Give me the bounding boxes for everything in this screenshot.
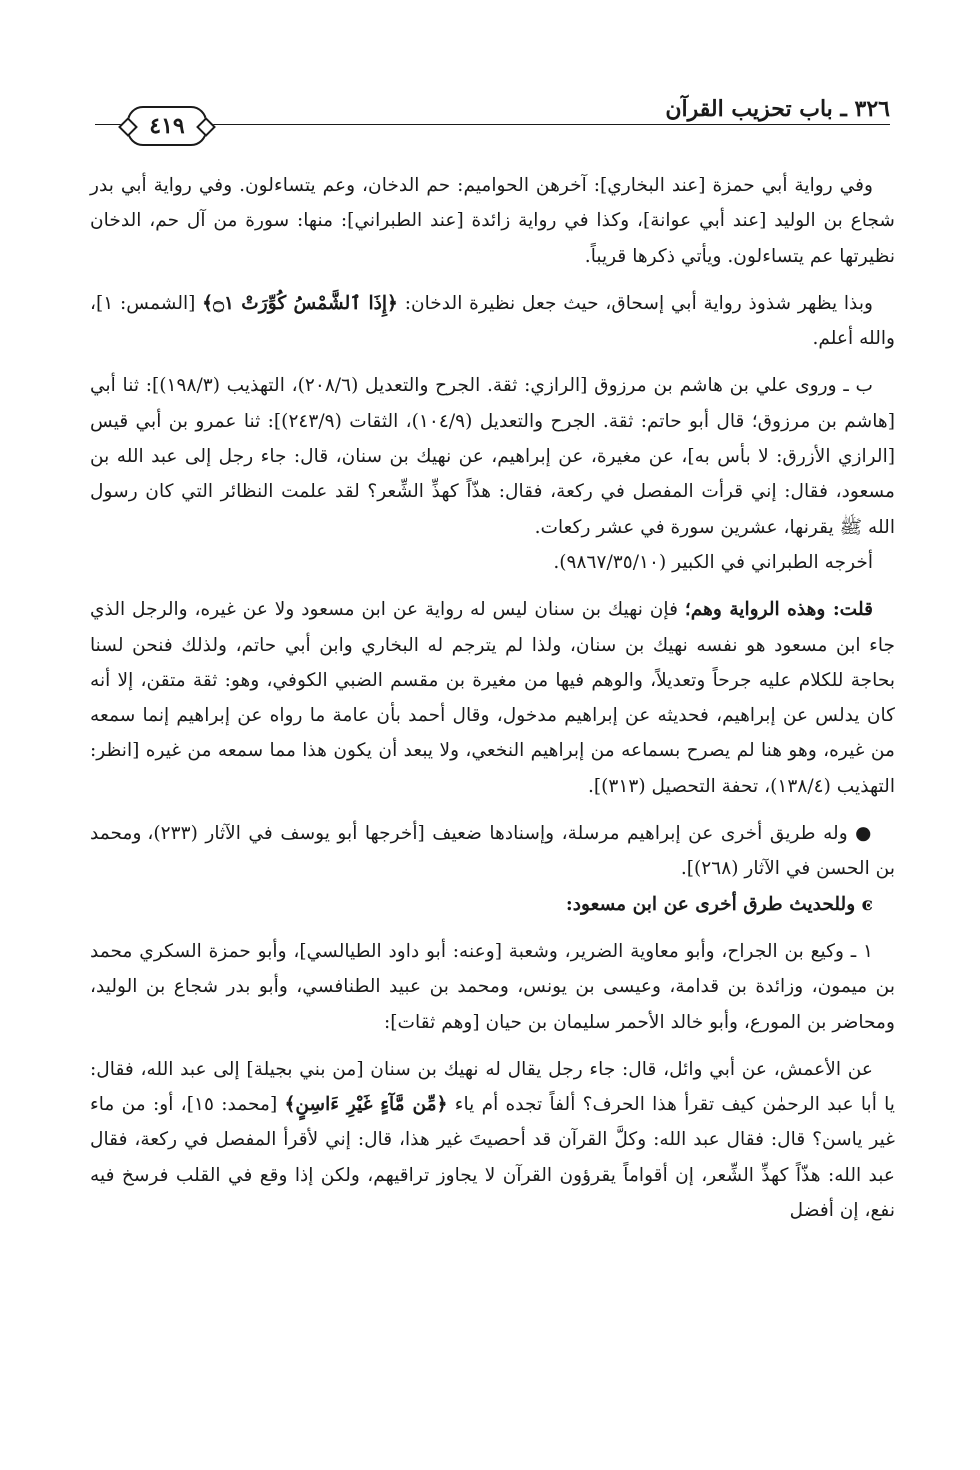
paragraph-2 [90, 286, 895, 357]
paragraph-1: وفي رواية أبي حمزة [عند البخاري]: آخرهن الحواميم: حم الدخان، وعم يتساءلون. وفي رواية أبي بدر شجاع بن الوليد [عند أبي عوانة]، وكذا في رواية زائدة [عند الطبراني]: منها: سورة من آل حم، الدخان نظيرتها عم يتساءلون. ويأتي ذكرها قريباً. [90, 175, 895, 267]
paragraph-9-text: عن الأعمش، عن أبي وائل، قال: جاء رجل يقال له نهيك بن سنان [من بني بجيلة] إلى عبد الله، فقال: يا أبا عبد الرحمٰن كيف تقرأ هذا الحرف؟ ألفاً تجده أم ياء [90, 1058, 895, 1116]
paragraph-2-text: وبذا يظهر شذوذ رواية أبي إسحاق، حيث جعل نظيرة الدخان: [404, 292, 873, 314]
page-body [90, 168, 895, 1228]
paragraph-7: ͼ وللحديث طرق أخرى عن ابن مسعود: [565, 893, 873, 915]
paragraph-8: ١ ـ وكيع بن الجراح، وأبو معاوية الضرير، وشعبة [وعنه: أبو داود الطيالسي]، وأبو حمزة السكري محمد بن ميمون، وزائدة بن قدامة، وعيسى بن يونس، ومحمد بن عبيد الطنافسي، وأبو بدر شجاع بن الوليد، ومحاضر بن المورع، وأبو خالد الأحمر سليمان بن حيان [وهم ثقات]: [90, 940, 895, 1033]
paragraph-3: ب ـ وروى علي بن هاشم بن مرزوق [الرازي: ثقة. الجرح والتعديل (٢٠٨/٦)، التهذيب (١٩٨/٣)]: ثنا أبي [هاشم بن مرزوق؛ قال أبو حاتم: ثقة. الجرح والتعديل (١٠٤/٩)، الثقات (٢٤٣/٩)]: ثنا عمرو بن أبي قيس [الرازي الأزرق: لا بأس به]، عن مغيرة، عن إبراهيم، عن نهيك بن سنان، قال: جاء رجل إلى عبد الله بن مسعود، فقال: إني قرأت المفصل في ركعة، فقال: هذّاً كهذِّ الشِّعر؟ لقد علمت النظائر التي كان رسول الله ﷺ يقرنها، عشرين سورة في عشر ركعات. [90, 375, 895, 538]
quran-verse: ﴿إِذَا ٱلشَّمْسُ كُوِّرَتْ ۝١﴾ [202, 292, 398, 314]
paragraph-5-text: فإن نهيك بن سنان ليس له رواية عن ابن مسعود ولا عن غيره، والرجل الذي جاء ابن مسعود هو نفسه نهيك بن سنان، ولذا لم يترجم له البخاري وابن أبي حاتم، ولذلك فنحن لسنا بحاجة للكلام عليه جرحاً وتعديلاً، والوهم فيها من مغيرة بن مقسم الضبي الكوفي، وهو: ثقة متقن، إلا أنه كان يدلس عن إبراهيم، فحديثه عن إبراهيم مدخول، وقال أحمد بأن عامة ما رواه عن إبراهيم إنما سمعه من غيره، وهو هنا لم يصرح بسماعه من إبراهيم النخعي، ولا يبعد أن يكون هذا مما سمعه من غيره [انظر: التهذيب (١٣٨/٤)، تحفة التحصيل (٣١٣)]. [90, 599, 895, 797]
paragraph-9 [90, 1052, 895, 1228]
paragraph-4: أخرجه الطبراني في الكبير (٩٨٦٧/٣٥/١٠). [553, 551, 873, 573]
paragraph-5-lead: قلت: وهذه الرواية وهم؛ [684, 599, 873, 621]
paragraph-9-continuation: [محمد: ١٥]، أو: من ماء غير ياسن؟ قال: فقال عبد الله: وكلَّ القرآن قد أحصيتَ غير هذا، قال: إني لأقرأ المفصل في ركعة، فقال عبد الله: هذّاً كهذِّ الشِّعر، إن أقواماً يقرؤون القرآن لا يجاوز تراقيهم، ولكن إذا وقع في القلب فرسخ فيه نفع، إن أفضل [90, 1094, 895, 1222]
quran-verse-2: ﴿مِّن مَّآءٍ غَيْرِ ءَاسِنٍ﴾ [284, 1094, 448, 1116]
chapter-title: ٣٢٦ ـ باب تحزيب القرآن [655, 94, 890, 124]
page-header [95, 86, 890, 146]
paragraph-6: ● وله طريق أخرى عن إبراهيم مرسلة، وإسنادها ضعيف [أخرجها أبو يوسف في الآثار (٢٣٣)، ومحمد بن الحسن في الآثار (٢٦٨)]. [90, 823, 895, 880]
paragraph-2-citation: [الشمس: ١]، والله أعلم. [90, 292, 895, 350]
page-number: ٤١٩ [149, 113, 185, 139]
page-number-badge [127, 106, 207, 146]
paragraph-5 [90, 592, 895, 804]
